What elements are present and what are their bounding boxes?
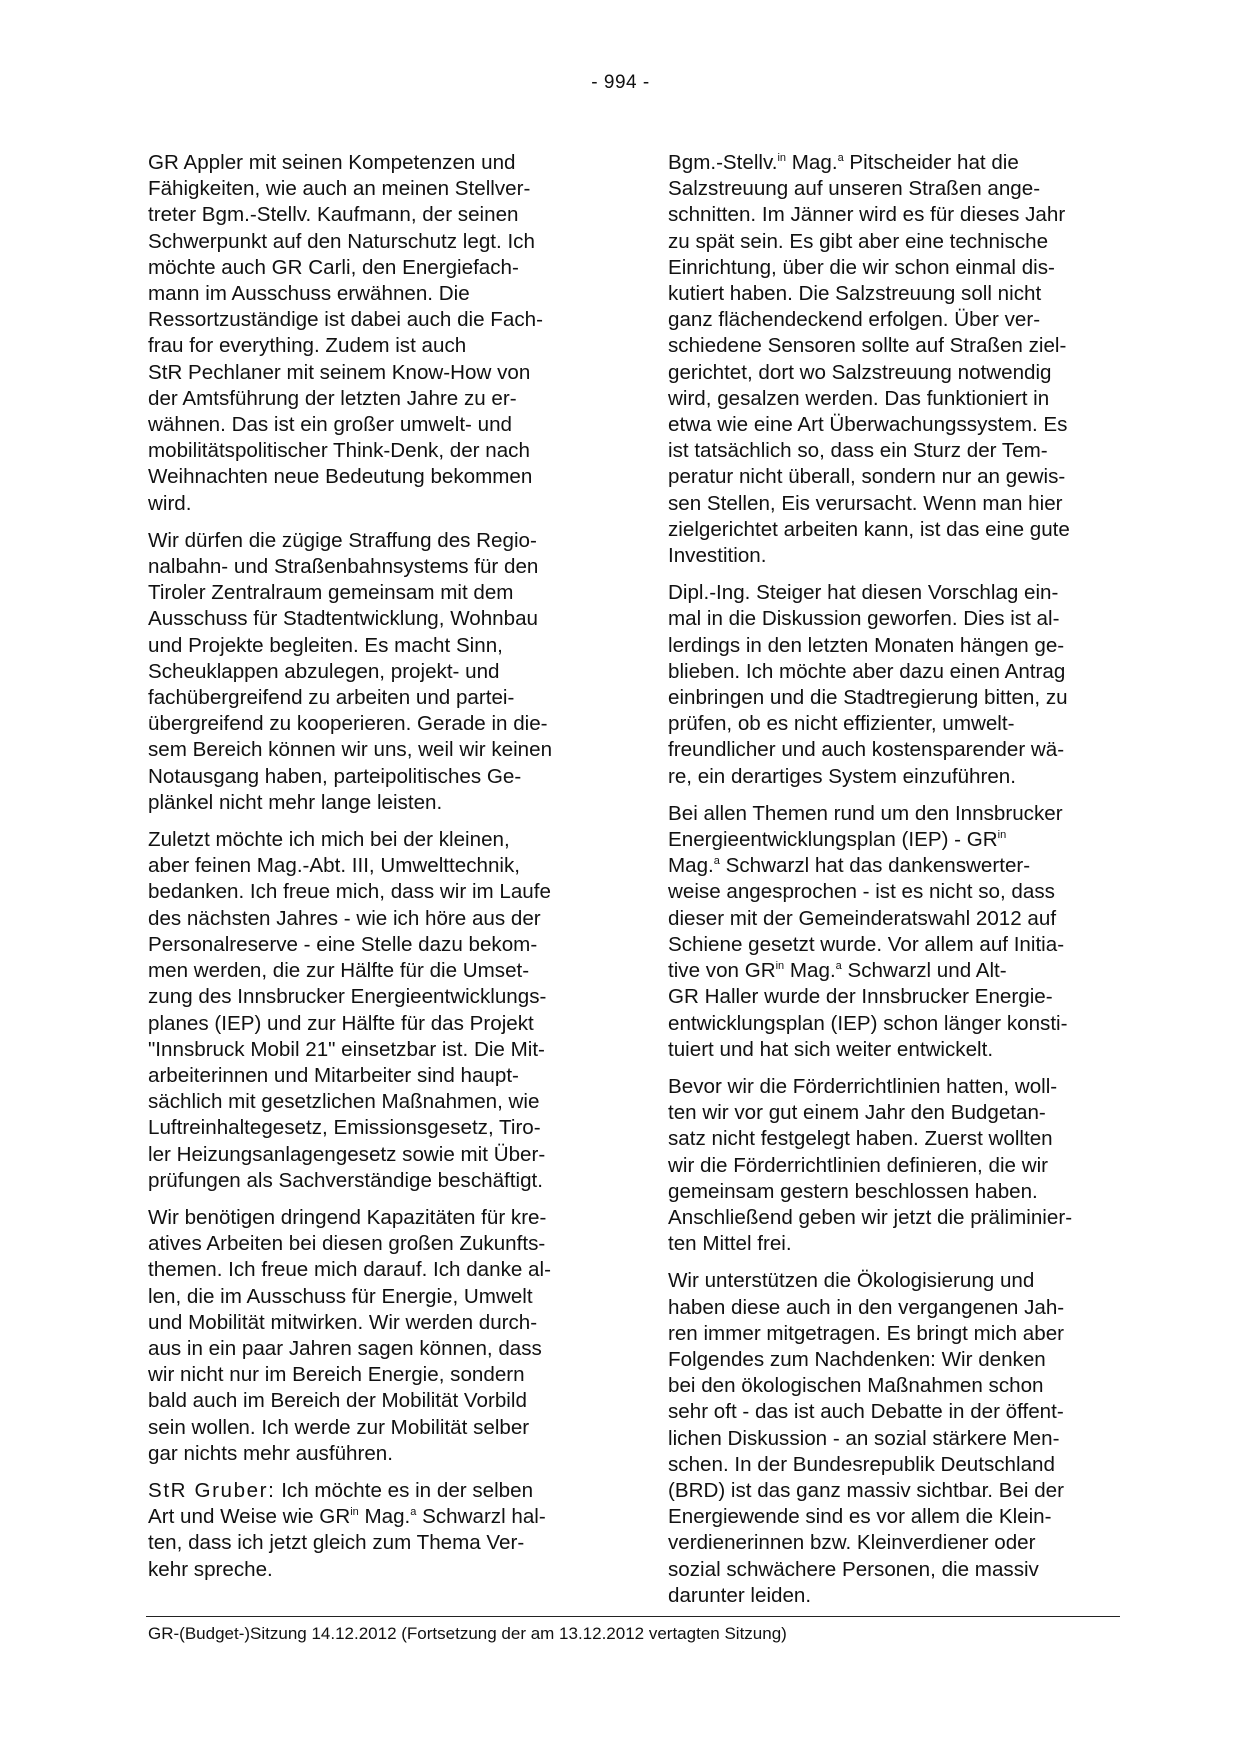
- text-line: schiedene Sensoren sollte auf Straßen ziel-: [668, 334, 1067, 358]
- text-line: ten, dass ich jetzt gleich zum Thema Ver-: [148, 1531, 525, 1555]
- text-line: frau for everything. Zudem ist auch: [148, 334, 467, 358]
- text-line: Investition.: [668, 544, 767, 568]
- text-line: mal in die Diskussion geworfen. Dies ist al-: [668, 607, 1060, 631]
- text-line: zu spät sein. Es gibt aber eine technische: [668, 229, 1049, 253]
- text-line: planes (IEP) und zur Hälfte für das Projekt: [148, 1011, 534, 1035]
- paragraph: [668, 801, 1108, 1063]
- paragraph: [148, 1205, 596, 1467]
- text-line: Anschließend geben wir jetzt die präliminier-: [668, 1205, 1073, 1229]
- text-line: etwa wie eine Art Überwachungssystem. Es: [668, 413, 1068, 437]
- text-line: Mag.$^a$ Schwarzl hat das dankenswerter-: [668, 854, 1031, 878]
- text-line: Energiewende sind es vor allem die Klein-: [668, 1505, 1052, 1529]
- text-line: Bgm.-Stellv.$^{in}$ Mag.$^a$ Pitscheider hat die: [668, 151, 1019, 174]
- text-line: StR Pechlaner mit seinem Know-How von: [148, 360, 531, 384]
- text-line: bedanken. Ich freue mich, dass wir im Laufe: [148, 880, 551, 904]
- text-line: Dipl.-Ing. Steiger hat diesen Vorschlag ein-: [668, 581, 1059, 605]
- text-line: Wir benötigen dringend Kapazitäten für kre-: [148, 1205, 547, 1229]
- text-line: Luftreinhaltegesetz, Emissionsgesetz, Tiro-: [148, 1116, 541, 1140]
- text-line: tuiert und hat sich weiter entwickelt.: [668, 1037, 994, 1061]
- text-line: Fähigkeiten, wie auch an meinen Stellver-: [148, 177, 531, 201]
- text-line: wird, gesalzen werden. Das funktioniert in: [668, 386, 1050, 410]
- text-line: schnitten. Im Jänner wird es für dieses Jahr: [668, 203, 1066, 227]
- paragraph: [668, 1268, 1108, 1609]
- text-line: verdienerinnen bzw. Kleinverdiener oder: [668, 1531, 1036, 1555]
- text-line: Personalreserve - eine Stelle dazu bekom-: [148, 932, 538, 956]
- text-line: entwicklungsplan (IEP) schon länger konsti-: [668, 1011, 1068, 1035]
- paragraph: [148, 827, 596, 1194]
- text-line: "Innsbruck Mobil 21" einsetzbar ist. Die Mit-: [148, 1037, 545, 1061]
- text-line: sozial schwächere Personen, die massiv: [668, 1557, 1039, 1581]
- text-line: dieser mit der Gemeinderatswahl 2012 auf: [668, 906, 1057, 930]
- speaker-name: StR Gruber:: [148, 1478, 276, 1502]
- text-line: Ressortzuständige ist dabei auch die Fach-: [148, 308, 543, 332]
- paragraph: [668, 150, 1108, 569]
- text-line: (BRD) ist das ganz massiv sichtbar. Bei der: [668, 1478, 1064, 1502]
- text-line: gemeinsam gestern beschlossen haben.: [668, 1179, 1038, 1203]
- text-line: Ausschuss für Stadtentwicklung, Wohnbau: [148, 607, 538, 631]
- footer-divider: [146, 1616, 1120, 1617]
- text-line: blieben. Ich möchte aber dazu einen Antrag: [668, 659, 1066, 683]
- text-line: ganz flächendeckend erfolgen. Über ver-: [668, 308, 1041, 332]
- text-line: prüfungen als Sachverständige beschäftigt.: [148, 1168, 543, 1192]
- text-line: themen. Ich freue mich darauf. Ich danke al-: [148, 1258, 551, 1282]
- text-line: wir die Förderrichtlinien definieren, die wir: [668, 1153, 1048, 1177]
- text-line: zielgerichtet arbeiten kann, ist das eine gute: [668, 517, 1070, 541]
- text-line: sem Bereich können wir uns, weil wir keinen: [148, 738, 553, 762]
- text-line: re, ein derartiges System einzuführen.: [668, 764, 1016, 788]
- text-line: sehr oft - das ist auch Debatte in der öffent-: [668, 1400, 1064, 1424]
- text-line: ist tatsächlich so, dass ein Sturz der Tem-: [668, 439, 1048, 463]
- text-line: Tiroler Zentralraum gemeinsam mit dem: [148, 581, 514, 605]
- text-line: lichen Diskussion - an sozial stärkere Men-: [668, 1426, 1060, 1450]
- text-line: darunter leiden.: [668, 1583, 812, 1607]
- left-column: [148, 150, 596, 1594]
- text-line: Wir dürfen die zügige Straffung des Regio-: [148, 528, 537, 552]
- text-line: Einrichtung, über die wir schon einmal dis-: [668, 255, 1055, 279]
- text-line: Zuletzt möchte ich mich bei der kleinen,: [148, 828, 510, 852]
- paragraph: [148, 150, 596, 517]
- text-line: gerichtet, dort wo Salzstreuung notwendig: [668, 360, 1052, 384]
- text-line: Bevor wir die Förderrichtlinien hatten, woll-: [668, 1074, 1058, 1098]
- text-line: Bei allen Themen rund um den Innsbrucker: [668, 801, 1063, 825]
- text-line: sein wollen. Ich werde zur Mobilität selber: [148, 1415, 530, 1439]
- text-line: ler Heizungsanlagengesetz sowie mit Über-: [148, 1142, 546, 1166]
- text-line: und Mobilität mitwirken. Wir werden durch-: [148, 1310, 538, 1334]
- text-line: einbringen und die Stadtregierung bitten, zu: [668, 686, 1068, 710]
- text-line: arbeiterinnen und Mitarbeiter sind haupt-: [148, 1063, 519, 1087]
- text-line: nalbahn- und Straßenbahnsystems für den: [148, 555, 539, 579]
- text-line: Wir unterstützen die Ökologisierung und: [668, 1269, 1035, 1293]
- text-line: schen. In der Bundesrepublik Deutschland: [668, 1452, 1055, 1476]
- text-line: GR Haller wurde der Innsbrucker Energie-: [668, 985, 1053, 1009]
- paragraph: [148, 528, 596, 816]
- text-line: der Amtsführung der letzten Jahre zu er-: [148, 386, 517, 410]
- text-line: aber feinen Mag.-Abt. III, Umwelttechnik,: [148, 854, 520, 878]
- text-line: sächlich mit gesetzlichen Maßnahmen, wie: [148, 1090, 540, 1114]
- text-line: zung des Innsbrucker Energieentwicklungs-: [148, 985, 547, 1009]
- paragraph-speaker-gruber: [148, 1478, 596, 1583]
- paragraph: [668, 580, 1108, 790]
- text-line: Scheuklappen abzulegen, projekt- und: [148, 659, 500, 683]
- text-line: men werden, die zur Hälfte für die Umset-: [148, 959, 530, 983]
- text-line: aus in ein paar Jahren sagen können, dass: [148, 1336, 542, 1360]
- text-line: tive von $GR^{in}$ Mag.$^a$ Schwarzl und Alt-: [668, 959, 1007, 983]
- text-line: treter Bgm.-Stellv. Kaufmann, der seinen: [148, 203, 519, 227]
- text-line: Folgendes zum Nachdenken: Wir denken: [668, 1347, 1046, 1371]
- text-line: StR Gruber: Ich möchte es in der selben: [148, 1478, 534, 1502]
- text-line: plänkel nicht mehr lange leisten.: [148, 790, 443, 814]
- text-line: Schwerpunkt auf den Naturschutz legt. Ich: [148, 229, 535, 253]
- text-line: haben diese auch in den vergangenen Jah-: [668, 1295, 1065, 1319]
- text-line: gar nichts mehr ausführen.: [148, 1441, 393, 1465]
- text-line: sen Stellen, Eis verursacht. Wenn man hier: [668, 491, 1063, 515]
- text-line: mann im Ausschuss erwähnen. Die: [148, 282, 470, 306]
- text-line: lerdings in den letzten Monaten hängen ge-: [668, 633, 1065, 657]
- text-line: Energieentwicklungsplan $(IEP) - GR^{in}$: [668, 828, 1007, 852]
- text-line: möchte auch GR Carli, den Energiefach-: [148, 255, 519, 279]
- text-line: GR Appler mit seinen Kompetenzen und: [148, 151, 516, 174]
- text-line: fachübergreifend zu arbeiten und partei-: [148, 686, 515, 710]
- text-line: wird.: [148, 491, 192, 515]
- text-line: Art und Weise wie $GR^{in}$ Mag.$^a$ Schwarzl hal-: [148, 1505, 546, 1529]
- text-line: und Projekte begleiten. Es macht Sinn,: [148, 633, 503, 657]
- text-line: atives Arbeiten bei diesen großen Zukunfts-: [148, 1232, 546, 1256]
- text-line: bald auch im Bereich der Mobilität Vorbild: [148, 1389, 527, 1413]
- text-line: des nächsten Jahres - wie ich höre aus der: [148, 906, 541, 930]
- text-line: peratur nicht überall, sondern nur an gewis-: [668, 465, 1066, 489]
- footer-text: GR-(Budget-)Sitzung 14.12.2012 (Fortsetzung der am 13.12.2012 vertagten Sitzung): [148, 1624, 787, 1643]
- text-line: prüfen, ob es nicht effizienter, umwelt-: [668, 712, 1015, 736]
- text-line: bei den ökologischen Maßnahmen schon: [668, 1374, 1044, 1398]
- text-line: ten wir vor gut einem Jahr den Budgetan-: [668, 1101, 1046, 1125]
- text-line: mobilitätspolitischer Think-Denk, der nach: [148, 439, 530, 463]
- text-line: ten Mittel frei.: [668, 1232, 792, 1256]
- text-line: Schiene gesetzt wurde. Vor allem auf Initia-: [668, 932, 1065, 956]
- paragraph: [668, 1074, 1108, 1257]
- text-line: Notausgang haben, parteipolitisches Ge-: [148, 764, 522, 788]
- text-line: ren immer mitgetragen. Es bringt mich aber: [668, 1321, 1065, 1345]
- text-line: len, die im Ausschuss für Energie, Umwelt: [148, 1284, 533, 1308]
- text-line: freundlicher und auch kostensparender wä-: [668, 738, 1065, 762]
- page-number: - 994 -: [591, 72, 650, 93]
- text-line: weise angesprochen - ist es nicht so, dass: [668, 880, 1055, 904]
- text-line: wir nicht nur im Bereich Energie, sondern: [148, 1363, 525, 1387]
- text-line: kutiert haben. Die Salzstreuung soll nicht: [668, 282, 1042, 306]
- text-line: Weihnachten neue Bedeutung bekommen: [148, 465, 533, 489]
- text-line: kehr spreche.: [148, 1557, 273, 1581]
- right-column: [668, 150, 1108, 1620]
- text-line: übergreifend zu kooperieren. Gerade in die-: [148, 712, 548, 736]
- text-line: Salzstreuung auf unseren Straßen ange-: [668, 177, 1041, 201]
- text-line: satz nicht festgelegt haben. Zuerst wollten: [668, 1127, 1053, 1151]
- text-line: wähnen. Das ist ein großer umwelt- und: [148, 413, 512, 437]
